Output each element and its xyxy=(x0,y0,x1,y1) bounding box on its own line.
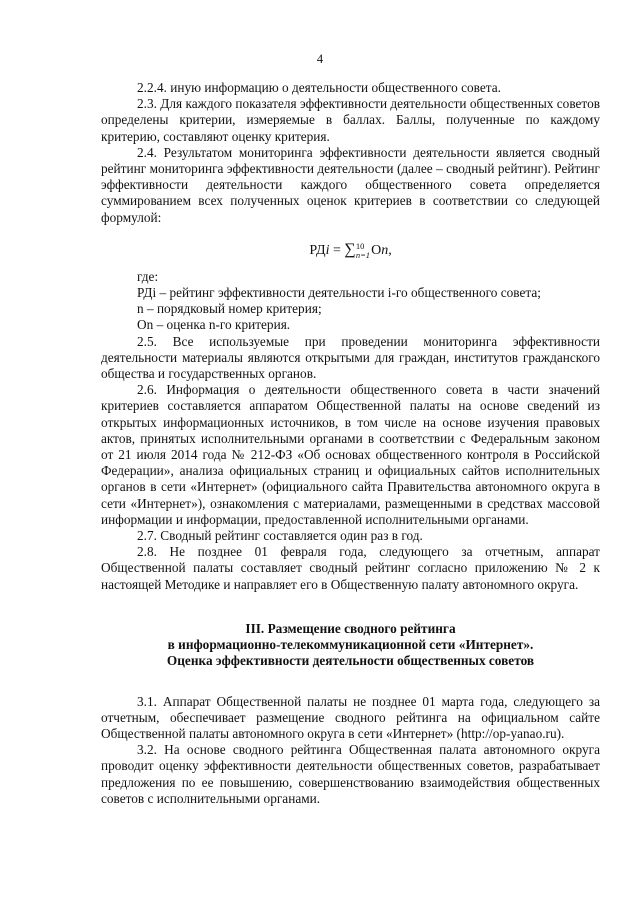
formula-equals: = xyxy=(329,242,345,258)
where-label: где: xyxy=(137,268,159,284)
section-title xyxy=(101,621,600,670)
formula-term: О xyxy=(371,242,382,258)
formula-lhs: РД xyxy=(309,242,326,258)
paragraph-2-8: 2.8. Не позднее 01 февраля года, следующего за отчетным, аппарат Общественной палаты составляет сводный рейтинг согласно приложению № 2 к настоящей Методике и направляет его в Общественную палату автономного округа. xyxy=(101,544,600,592)
paragraph-3-1: 3.1. Аппарат Общественной палаты не позднее 01 марта года, следующего за отчетным, обеспечивает размещение сводного рейтинга на официальном сайте Общественной палаты автономного округа в сети «Интернет» (http://op-yanao.ru). xyxy=(101,693,600,741)
section-title-line-1: III. Размещение сводного рейтинга xyxy=(245,620,456,636)
section-title-line-2: в информационно-телекоммуникационной сети «Интернет». xyxy=(167,637,534,653)
formula-term-var: n xyxy=(381,242,389,258)
formula-end: , xyxy=(388,242,392,258)
definition-rd: РДi – рейтинг эффективности деятельности i-го общественного совета; xyxy=(137,285,541,301)
sum-limits xyxy=(356,242,370,260)
section-title-line-3: Оценка эффективности деятельности общественных советов xyxy=(166,653,535,669)
definition-on: Оn – оценка n-го критерия. xyxy=(137,317,291,333)
paragraph-3-2: 3.2. На основе сводного рейтинга Общественная палата автономного округа проводит оценку эффективности деятельности общественных советов, разрабатывает предложения по ее повышению, совершенствованию взаимодействия общественных советов с исполнительными органами. xyxy=(101,742,600,806)
paragraph-2-5: 2.5. Все используемые при проведении мониторинга эффективности деятельности материалы являются открытыми для граждан, институтов гражданского общества и государственных органов. xyxy=(101,333,600,382)
sum-upper-limit: 10 xyxy=(355,240,365,251)
paragraph-2-7: 2.7. Сводный рейтинг составляется один раз в год. xyxy=(137,528,423,544)
paragraph-2-6: 2.6. Информация о деятельности общественного совета в части значений критериев составляется аппаратом Общественной палаты на основе сведений из открытых информационных источников, в том числе на основе изучения правовых актов, принятых исполнительными органами в соответствии с Федеральным законом от 21 июля 2014 года № 212-ФЗ «Об основах общественного контроля в Российской Федерации», анализа официальных страниц и официальных сайтов исполнительных органов в сети «Интернет» (официального сайта Правительства автономного округа в сети «Интернет»), ознакомления с материалами, размещенными в средствах массовой информации и информации, предоставленной исполнительными органами. xyxy=(101,382,600,527)
paragraph-2-3: 2.3. Для каждого показателя эффективности деятельности общественных советов определены критерии, измеряемые в баллах. Баллы, полученные по каждому критерию, составляют оценку критерия. xyxy=(101,96,600,144)
rating-formula xyxy=(101,240,600,261)
sum-symbol: ∑ xyxy=(344,240,356,258)
sum-lower-limit: n=1 xyxy=(355,249,371,260)
document-body xyxy=(101,80,600,807)
paragraph-2-2-4: 2.2.4. иную информацию о деятельности общественного совета. xyxy=(137,80,501,95)
paragraph-2-4: 2.4. Результатом мониторинга эффективности деятельности является сводный рейтинг мониторинга эффективности деятельности (далее – сводный рейтинг). Рейтинг эффективности деятельности каждого общественного совета определяется суммированием всех полученных оценок критериев в соответствии со следующей формулой: xyxy=(101,144,600,225)
formula-lhs-var: i xyxy=(325,242,330,258)
definition-n: n – порядковый номер критерия; xyxy=(137,301,322,317)
page-number: 4 xyxy=(316,52,324,66)
